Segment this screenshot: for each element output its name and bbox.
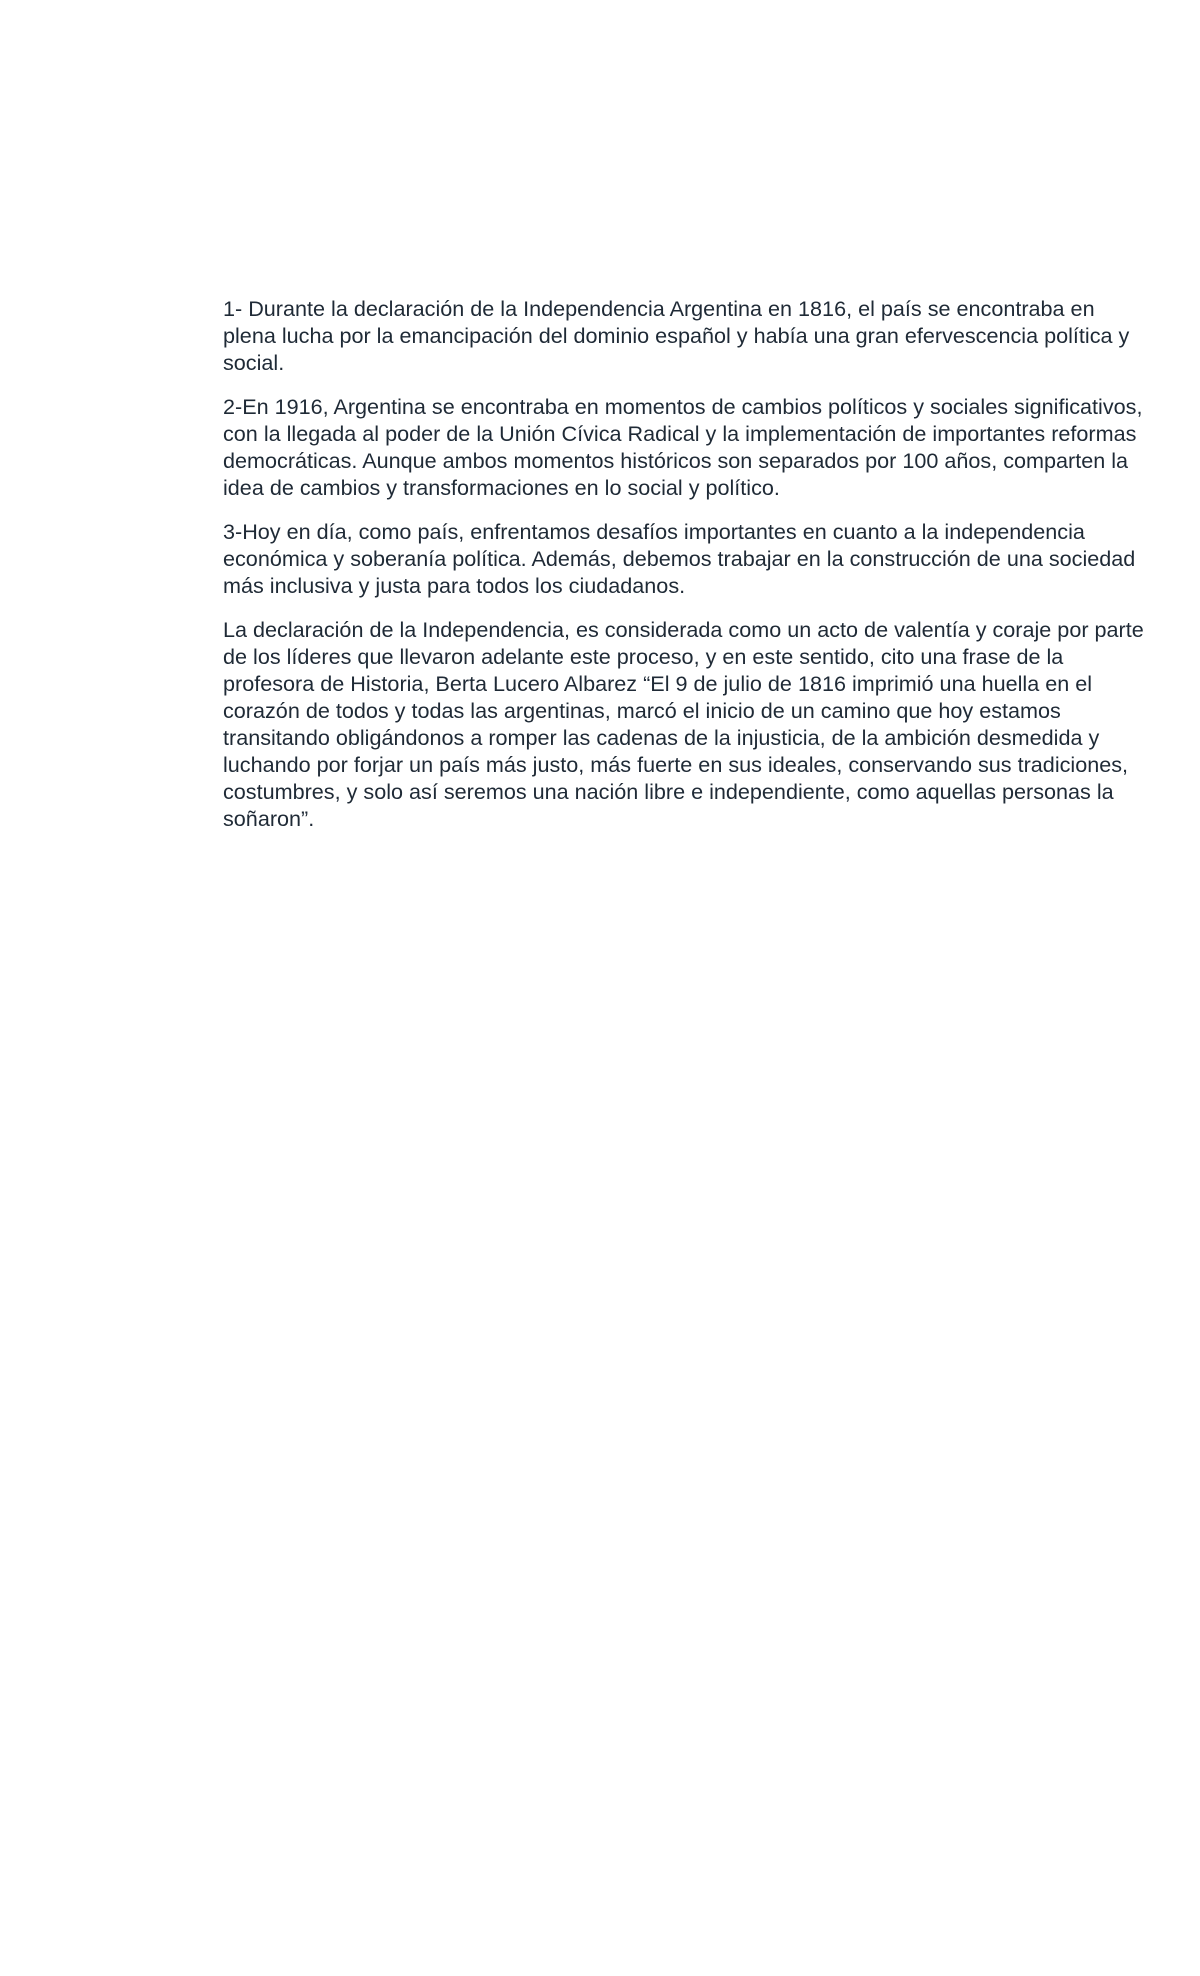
paragraph-4: La declaración de la Independencia, es considerada como un acto de valentía y coraje por parte de los líderes que llevaron adelante este proceso, y en este sentido, cito una frase de la profesora de Historia, Berta Lucero Albarez “El 9 de julio de 1816 imprimió una huella en el corazón de todos y todas las argentinas, marcó el inicio de un camino que hoy estamos transitando obligándonos a romper las cadenas de la injusticia, de la ambición desmedida y luchando por forjar un país más justo, más fuerte en sus ideales, conservando sus tradiciones, costumbres, y solo así seremos una nación libre e independiente, como aquellas personas la soñaron”.: [223, 617, 1144, 831]
paragraph-2: 2-En 1916, Argentina se encontraba en momentos de cambios políticos y sociales significativos, con la llegada al poder de la Unión Cívica Radical y la implementación de importantes reformas democráticas. Aunque ambos momentos históricos son separados por 100 años, comparten la idea de cambios y transformaciones en lo social y político.: [223, 394, 1143, 500]
paragraph-3: 3-Hoy en día, como país, enfrentamos desafíos importantes en cuanto a la independencia económica y soberanía política. Además, debemos trabajar en la construcción de una sociedad más inclusiva y justa para todos los ciudadanos.: [223, 519, 1136, 598]
document-body: [223, 295, 1148, 849]
paragraph-1: 1- Durante la declaración de la Independencia Argentina en 1816, el país se encontraba en plena lucha por la emancipación del dominio español y había una gran efervescencia política y social.: [223, 296, 1130, 375]
